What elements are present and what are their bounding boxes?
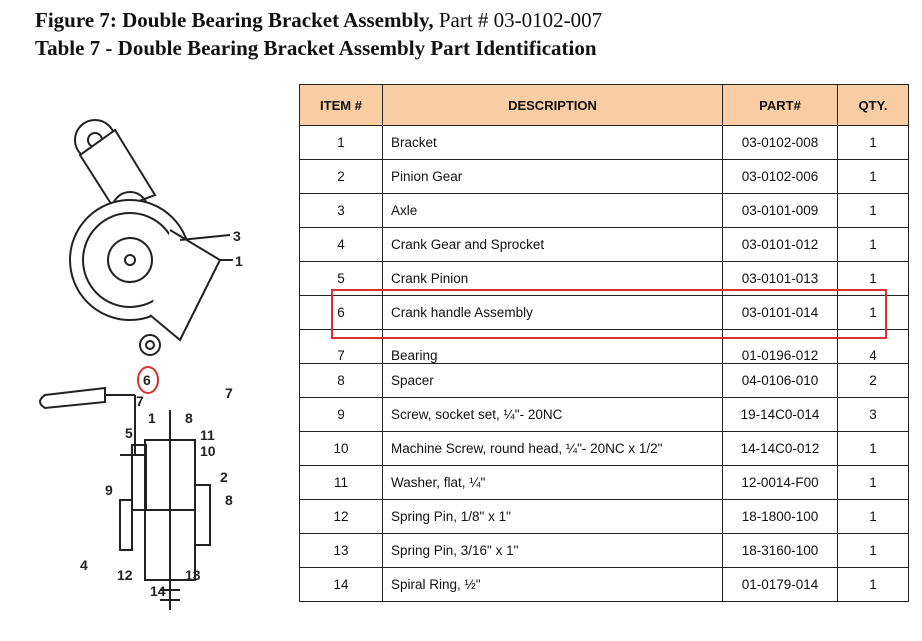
row-qty: 1 (838, 568, 909, 602)
row-item: 13 (300, 534, 383, 568)
table-row (300, 466, 909, 500)
row-item: 10 (300, 432, 383, 466)
table-row (300, 568, 909, 602)
callout-6: 6 (143, 372, 151, 388)
row-item: 11 (300, 466, 383, 500)
table-row (300, 500, 909, 534)
parts-table (299, 84, 909, 602)
row-description: Crank Pinion (383, 262, 723, 296)
row-part: 03-0102-008 (723, 126, 838, 160)
callout-1: 1 (235, 253, 243, 269)
row-qty: 1 (838, 432, 909, 466)
row-qty: 1 (838, 534, 909, 568)
header-part: PART# (723, 85, 838, 126)
row-description: Bracket (383, 126, 723, 160)
row-part: 04-0106-010 (723, 364, 838, 398)
row-qty: 1 (838, 228, 909, 262)
row-description: Spacer (383, 364, 723, 398)
row-part: 18-1800-100 (723, 500, 838, 534)
header-description: DESCRIPTION (383, 85, 723, 126)
row-qty: 4 (838, 330, 909, 364)
row-qty: 1 (838, 126, 909, 160)
table-row-highlighted (300, 296, 909, 330)
row-item: 8 (300, 364, 383, 398)
row-item: 5 (300, 262, 383, 296)
table-row (300, 398, 909, 432)
callout-2: 2 (220, 469, 228, 485)
callout-3: 3 (233, 228, 241, 244)
assembly-drawing (20, 110, 280, 630)
callout-7b: 7 (136, 393, 144, 409)
row-description: Machine Screw, round head, ¼"- 20NC x 1/2" (383, 432, 723, 466)
row-description: Screw, socket set, ¼"- 20NC (383, 398, 723, 432)
row-qty: 1 (838, 194, 909, 228)
table-title: Table 7 - Double Bearing Bracket Assembly Part Identification (35, 36, 597, 60)
figure-title (35, 8, 602, 33)
table-row (300, 364, 909, 398)
row-item: 7 (300, 330, 383, 364)
row-part: 14-14C0-012 (723, 432, 838, 466)
row-qty: 1 (838, 262, 909, 296)
row-item: 12 (300, 500, 383, 534)
callout-11: 11 (200, 427, 215, 443)
callout-7: 7 (225, 385, 233, 401)
row-qty: 1 (838, 500, 909, 534)
row-qty: 1 (838, 296, 909, 330)
table-row (300, 534, 909, 568)
row-part: 03-0102-006 (723, 160, 838, 194)
row-part: 12-0014-F00 (723, 466, 838, 500)
row-item: 2 (300, 160, 383, 194)
table-row (300, 194, 909, 228)
row-description: Spring Pin, 3/16" x 1" (383, 534, 723, 568)
row-description: Bearing (383, 330, 723, 364)
row-qty: 1 (838, 160, 909, 194)
row-qty: 1 (838, 466, 909, 500)
row-part: 01-0179-014 (723, 568, 838, 602)
row-part: 19-14C0-014 (723, 398, 838, 432)
row-description: Pinion Gear (383, 160, 723, 194)
callout-13: 13 (185, 567, 201, 583)
row-item: 9 (300, 398, 383, 432)
table-row (300, 262, 909, 296)
row-description: Spring Pin, 1/8" x 1" (383, 500, 723, 534)
callout-10: 10 (200, 443, 216, 459)
callout-1b: 1 (148, 410, 156, 426)
row-item: 1 (300, 126, 383, 160)
table-row (300, 160, 909, 194)
header-qty: QTY. (838, 85, 909, 126)
row-part: 03-0101-014 (723, 296, 838, 330)
bracket-top-view (70, 120, 233, 355)
row-description: Crank Gear and Sprocket (383, 228, 723, 262)
row-description: Crank handle Assembly (383, 296, 723, 330)
callout-8: 8 (185, 410, 193, 426)
callout-5: 5 (125, 425, 133, 441)
row-part: 03-0101-013 (723, 262, 838, 296)
row-part: 03-0101-012 (723, 228, 838, 262)
table-row (300, 126, 909, 160)
figure-part-number: Part # 03-0102-007 (438, 8, 603, 32)
callout-8b: 8 (225, 492, 233, 508)
table-header-row (300, 85, 909, 126)
table-row (300, 228, 909, 262)
figure-label: Figure 7: Double Bearing Bracket Assembly, (35, 8, 434, 32)
callout-12: 12 (117, 567, 133, 583)
callout-9: 9 (105, 482, 113, 498)
callout-4: 4 (80, 557, 88, 573)
row-qty: 3 (838, 398, 909, 432)
row-description: Washer, flat, ¼" (383, 466, 723, 500)
callout-14: 14 (150, 583, 166, 599)
row-item: 6 (300, 296, 383, 330)
row-part: 18-3160-100 (723, 534, 838, 568)
row-description: Axle (383, 194, 723, 228)
row-item: 4 (300, 228, 383, 262)
row-item: 3 (300, 194, 383, 228)
header-item: ITEM # (300, 85, 383, 126)
row-part: 03-0101-009 (723, 194, 838, 228)
row-part: 01-0196-012 (723, 330, 838, 364)
table-row (300, 432, 909, 466)
table-row (300, 330, 909, 364)
row-qty: 2 (838, 364, 909, 398)
row-item: 14 (300, 568, 383, 602)
row-description: Spiral Ring, ½" (383, 568, 723, 602)
